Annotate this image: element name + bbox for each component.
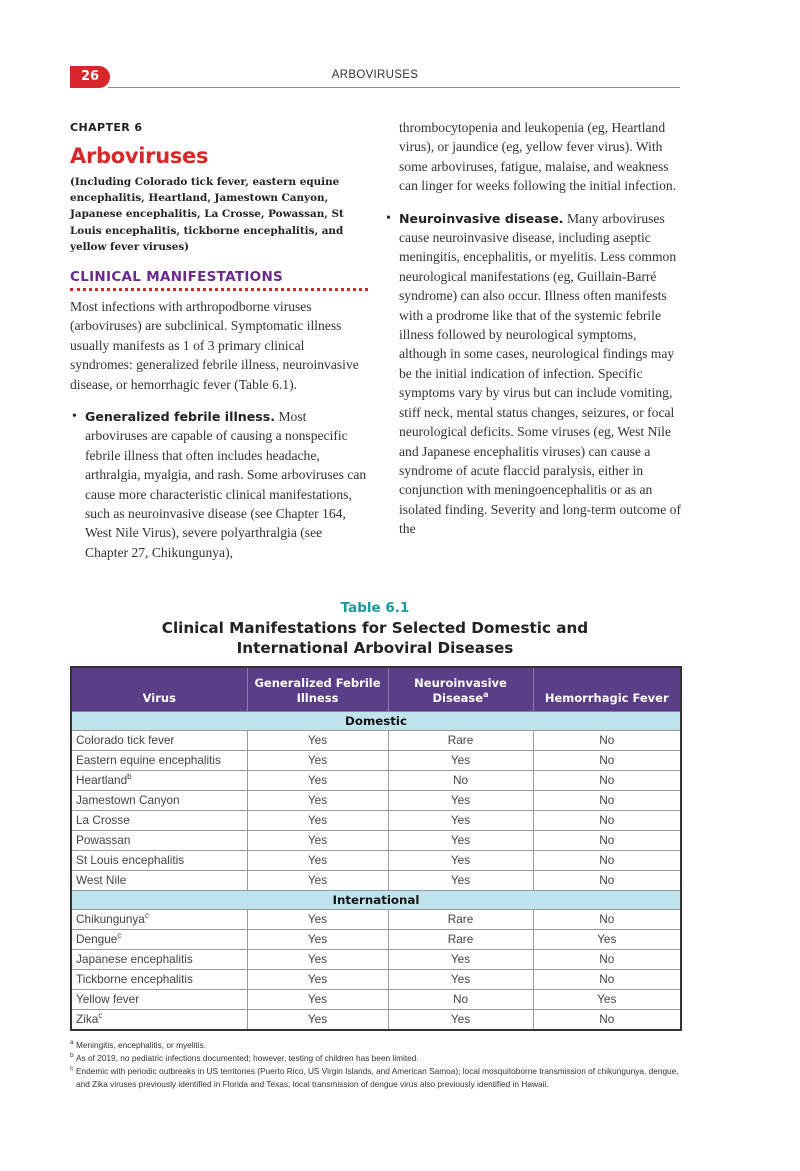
table-row — [71, 990, 681, 1010]
cell-hemorrhagic: No — [533, 831, 681, 851]
group-label: Domestic — [71, 712, 681, 731]
cell-febrile: Yes — [247, 751, 388, 771]
cell-neuro: Yes — [388, 811, 533, 831]
cell-hemorrhagic: Yes — [533, 930, 681, 950]
table-row — [71, 950, 681, 970]
cell-febrile: Yes — [247, 811, 388, 831]
cell-febrile: Yes — [247, 771, 388, 791]
page-number: 26 — [70, 66, 110, 88]
table-row — [71, 811, 681, 831]
header-hemorrhagic: Hemorrhagic Fever — [533, 667, 681, 712]
cell-hemorrhagic: No — [533, 950, 681, 970]
cell-hemorrhagic: No — [533, 751, 681, 771]
right-column — [384, 118, 682, 539]
table-row — [71, 771, 681, 791]
table-row — [71, 930, 681, 950]
table-row — [71, 791, 681, 811]
cell-febrile: Yes — [247, 791, 388, 811]
cell-hemorrhagic: No — [533, 871, 681, 891]
cell-virus: Jamestown Canyon — [71, 791, 247, 811]
header-rule — [108, 87, 680, 88]
cell-virus: Chikungunya$^c$ — [71, 910, 247, 930]
left-column — [70, 118, 368, 562]
cell-virus: Dengue$^c$ — [71, 930, 247, 950]
cell-neuro: Yes — [388, 791, 533, 811]
table-row — [71, 970, 681, 990]
cell-febrile: Yes — [247, 970, 388, 990]
table-header-row — [71, 667, 681, 712]
cell-virus: Zika$^c$ — [71, 1010, 247, 1031]
bullet-body: Most arboviruses are capable of causing a nonspecific febrile illness that often includes headache, arthralgia, myalgia, and rash. Some arboviruses can cause more characteristic clinical manifestations, such as neuroinvasive disease (see Chapter 164, West Nile Virus), severe polyarthralgia (see Chapter 27, Chikungunya), — [85, 409, 367, 560]
cell-neuro: Yes — [388, 950, 533, 970]
cell-hemorrhagic: Yes — [533, 990, 681, 1010]
bullet-neuroinvasive — [384, 209, 682, 539]
cell-hemorrhagic: No — [533, 970, 681, 990]
table-group-row — [71, 712, 681, 731]
cell-virus: Yellow fever — [71, 990, 247, 1010]
footnote: c Endemic with periodic outbreaks in US territories (Puerto Rico, US Virgin Islands, and American Samoa); local mosquitoborne transmission of chikungunya, dengue, and Zika viruses previously identified in Florida and Texas; local transmission of dengue virus also previously identified in Hawaii. — [70, 1065, 679, 1089]
cell-febrile: Yes — [247, 1010, 388, 1031]
cell-febrile: Yes — [247, 990, 388, 1010]
cell-neuro: Rare — [388, 910, 533, 930]
cell-neuro: Yes — [388, 751, 533, 771]
header-febrile: Generalized Febrile Illness — [247, 667, 388, 712]
cell-neuro: Rare — [388, 930, 533, 950]
cell-virus: Eastern equine encephalitis — [71, 751, 247, 771]
cell-neuro: Yes — [388, 851, 533, 871]
cell-febrile: Yes — [247, 950, 388, 970]
cell-hemorrhagic: No — [533, 851, 681, 871]
table-row — [71, 871, 681, 891]
cell-hemorrhagic: No — [533, 811, 681, 831]
cell-neuro: No — [388, 771, 533, 791]
cell-virus: Heartland$^b$ — [71, 771, 247, 791]
cell-neuro: No — [388, 990, 533, 1010]
cell-virus: La Crosse — [71, 811, 247, 831]
group-label: International — [71, 891, 681, 910]
continuation-paragraph: thrombocytopenia and leukopenia (eg, Heartland virus), or jaundice (eg, yellow fever virus). With some arboviruses, fatigue, malaise, and weakness can linger for weeks following the initial infection. — [399, 120, 677, 194]
cell-febrile: Yes — [247, 851, 388, 871]
cell-hemorrhagic: No — [533, 910, 681, 930]
footnote: a Meningitis, encephalitis, or myelitis. — [70, 1039, 207, 1050]
section-heading: CLINICAL MANIFESTATIONS — [70, 269, 284, 286]
table-row — [71, 1010, 681, 1031]
footnote: b As of 2019, no pediatric infections documented; however, testing of children has been limited. — [70, 1052, 419, 1063]
bullet-febrile-illness — [70, 407, 368, 562]
cell-hemorrhagic: No — [533, 1010, 681, 1031]
header-neuro: Neuroinvasive Disease$^a$ — [388, 667, 533, 712]
cell-virus: West Nile — [71, 871, 247, 891]
table-group-row — [71, 891, 681, 910]
table-row — [71, 831, 681, 851]
cell-neuro: Yes — [388, 970, 533, 990]
cell-febrile: Yes — [247, 910, 388, 930]
manifestations-table — [70, 666, 682, 1031]
cell-hemorrhagic: No — [533, 791, 681, 811]
cell-virus: Colorado tick fever — [71, 731, 247, 751]
table-row — [71, 751, 681, 771]
table-block — [70, 600, 680, 1091]
intro-paragraph: Most infections with arthropodborne viruses (arboviruses) are subclinical. Symptomatic illness usually manifests as 1 of 3 primary clinical syndromes: generalized febrile illness, neuroinvasive disease, or hemorrhagic fever (Table 6.1). — [70, 299, 359, 392]
cell-febrile: Yes — [247, 731, 388, 751]
running-title: ARBOVIRUSES — [331, 69, 419, 81]
chapter-label: CHAPTER 6 — [70, 121, 143, 134]
cell-neuro: Yes — [388, 831, 533, 851]
cell-hemorrhagic: No — [533, 771, 681, 791]
bullet-dot-icon: • — [72, 409, 77, 425]
table-row — [71, 851, 681, 871]
table-title: Clinical Manifestations for Selected Domestic and International Arboviral Diseases — [161, 619, 589, 657]
bullet-lead: Neuroinvasive disease. — [399, 210, 564, 226]
page-header — [70, 66, 680, 88]
cell-neuro: Rare — [388, 731, 533, 751]
table-row — [71, 910, 681, 930]
cell-neuro: Yes — [388, 1010, 533, 1031]
bullet-dot-icon: • — [386, 210, 391, 226]
table-label: Table 6.1 — [340, 600, 410, 616]
header-virus: Virus — [71, 667, 247, 712]
chapter-title: Arboviruses — [70, 144, 209, 168]
table-footnotes — [70, 1039, 680, 1091]
cell-febrile: Yes — [247, 930, 388, 950]
table-row — [71, 731, 681, 751]
cell-febrile: Yes — [247, 831, 388, 851]
cell-hemorrhagic: No — [533, 731, 681, 751]
table-body — [71, 712, 681, 1031]
cell-neuro: Yes — [388, 871, 533, 891]
cell-virus: Tickborne encephalitis — [71, 970, 247, 990]
bullet-lead: Generalized febrile illness. — [85, 409, 276, 425]
cell-virus: Powassan — [71, 831, 247, 851]
cell-virus: Japanese encephalitis — [71, 950, 247, 970]
cell-febrile: Yes — [247, 871, 388, 891]
dotted-rule — [70, 288, 368, 291]
chapter-subtitle: (Including Colorado tick fever, eastern equine encephalitis, Heartland, Jamestown Canyon, Japanese encephalitis, La Crosse, Powassan, St Louis encephalitis, tickborne encephalitis, and yellow fever viruses) — [70, 176, 344, 253]
cell-virus: St Louis encephalitis — [71, 851, 247, 871]
bullet-body: Many arboviruses cause neuroinvasive disease, including aseptic meningitis, encephalitis, or myelitis. Less common neurological manifestations (eg, Guillain-Barré syndrome) can also occur. Illness often manifests with a prodrome like that of the systemic febrile illness followed by neurological symptoms, although in some cases, neurological findings may be the initial indication of infection. Specific symptoms vary by virus but can include vomiting, stiff neck, mental status changes, seizures, or focal neurological deficits. Some viruses (eg, West Nile and Japanese encephalitis viruses) can cause a syndrome of acute flaccid paralysis, either in conjunction with meningoencephalitis or as an isolated finding. Severity and long-term outcome of the — [399, 210, 682, 537]
